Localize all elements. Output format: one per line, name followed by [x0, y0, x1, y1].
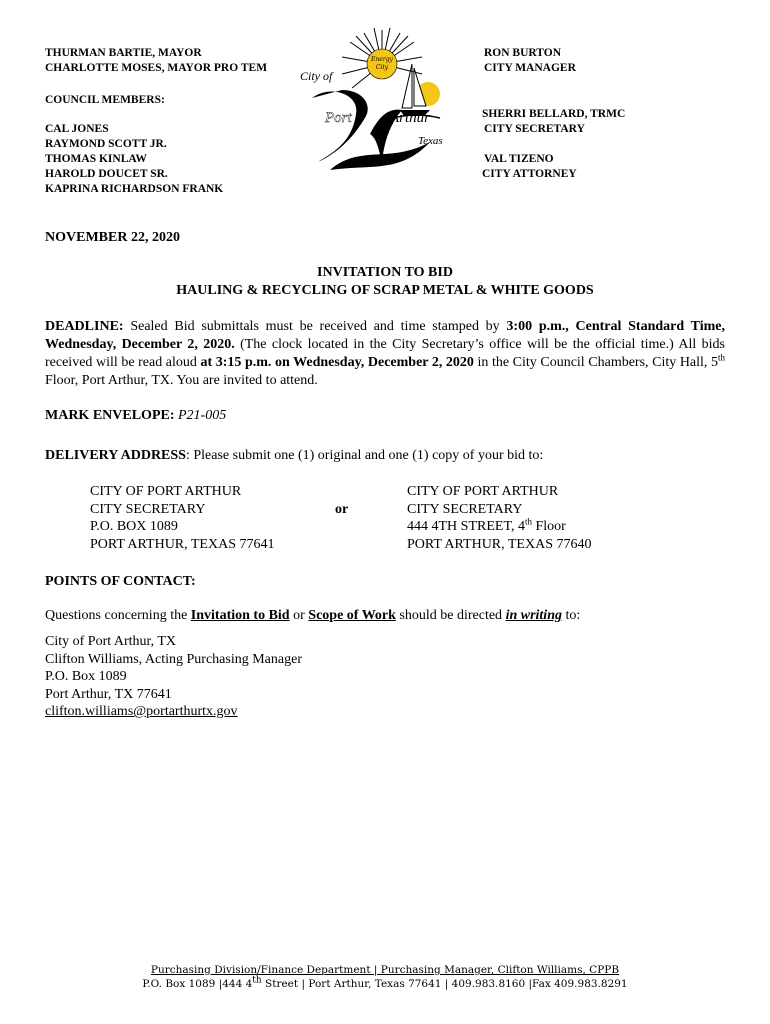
contact-text: to: — [561, 608, 581, 623]
deadline-label: DEADLINE: — [45, 319, 124, 334]
official-name: SHERRI BELLARD, TRMC — [482, 108, 626, 120]
city-attorney-block — [482, 152, 577, 182]
footer-text: P.O. Box 1089 |444 4 — [142, 978, 253, 990]
bid-opening-time: at 3:15 p.m. on Wednesday, December 2, 2020 — [200, 355, 474, 370]
contact-instructions — [45, 607, 580, 625]
footer-text: Street | Port Arthur, Texas 77641 | 409.983.8160 |Fax 409.983.8291 — [261, 978, 628, 990]
deadline-text: Sealed Bid submittals must be received and time stamped by — [123, 319, 507, 334]
council-member: RAYMOND SCOTT JR. — [45, 138, 167, 150]
address-line: CITY SECRETARY — [90, 501, 206, 517]
council-label: COUNCIL MEMBERS: — [45, 94, 165, 106]
header-left-officials — [45, 46, 267, 76]
contact-text: or — [289, 608, 309, 623]
official-title: CITY MANAGER — [484, 62, 576, 74]
city-secretary-block — [482, 107, 625, 137]
contact-line: Port Arthur, TX 77641 — [45, 686, 172, 702]
address-line — [407, 518, 592, 536]
in-writing-term: in writing — [505, 608, 562, 623]
address-line: CITY SECRETARY — [407, 501, 523, 517]
logo-port: Port — [325, 110, 352, 126]
superscript: th — [252, 975, 262, 986]
council-members-list — [45, 122, 223, 197]
address-line-text: Floor — [531, 519, 566, 534]
logo-sun-text: City — [375, 64, 389, 71]
contact-email-link[interactable]: clifton.williams@portarthurtx.gov — [45, 704, 238, 719]
address-line: P.O. BOX 1089 — [90, 519, 178, 534]
contact-label: POINTS OF CONTACT: — [45, 574, 196, 589]
city-manager-block — [484, 46, 576, 76]
mayor-pro-tem-name: CHARLOTTE MOSES, MAYOR PRO TEM — [45, 62, 268, 74]
delivery-label: DELIVERY ADDRESS — [45, 448, 186, 463]
address-line-text: 444 4TH STREET, 4 — [407, 519, 525, 534]
contact-line: Clifton Williams, Acting Purchasing Manager — [45, 651, 302, 667]
city-logo — [290, 24, 470, 194]
contact-line: City of Port Arthur, TX — [45, 634, 177, 649]
superscript: th — [718, 352, 726, 363]
document-subtitle: HAULING & RECYCLING OF SCRAP METAL & WHITE GOODS — [176, 283, 594, 298]
address-line: PORT ARTHUR, TEXAS 77640 — [407, 536, 592, 552]
contact-line: P.O. Box 1089 — [45, 669, 127, 684]
logo-sun-text: Energy — [371, 56, 393, 63]
scope-of-work-term: Scope of Work — [308, 608, 396, 623]
logo-texas: Texas — [418, 135, 443, 147]
footer-text: Purchasing Division/Finance Department | Purchasing Manager, Clifton Williams, CPPB — [150, 964, 620, 976]
address-line: CITY OF PORT ARTHUR — [90, 484, 242, 499]
official-name: VAL TIZENO — [484, 153, 554, 165]
contact-address — [45, 633, 302, 721]
address-street — [407, 483, 592, 553]
bid-number: P21-005 — [178, 408, 227, 423]
official-title: CITY ATTORNEY — [482, 168, 577, 180]
deadline-time: 3:00 p.m., Central Standard Time, Wednesday, December 2, 2020. — [45, 319, 725, 352]
contact-text: Questions concerning the — [45, 608, 191, 623]
document-date: NOVEMBER 22, 2020 — [45, 230, 180, 245]
footer-department — [0, 963, 770, 977]
mark-envelope-label: MARK ENVELOPE: — [45, 408, 175, 423]
footer-contact — [0, 977, 770, 991]
address-line: PORT ARTHUR, TEXAS 77641 — [90, 536, 275, 552]
address-line: CITY OF PORT ARTHUR — [407, 484, 559, 499]
or-separator: or — [335, 502, 349, 517]
contact-text: should be directed — [395, 608, 506, 623]
council-member: THOMAS KINLAW — [45, 153, 147, 165]
superscript: th — [524, 516, 532, 527]
delivery-text: : Please submit one (1) original and one (1) copy of your bid to: — [185, 448, 544, 463]
official-title: CITY SECRETARY — [484, 123, 585, 135]
official-name: RON BURTON — [484, 47, 562, 59]
council-member: KAPRINA RICHARDSON FRANK — [45, 183, 224, 195]
invitation-to-bid-term: Invitation to Bid — [190, 608, 290, 623]
deadline-paragraph — [45, 318, 725, 390]
deadline-text: (The clock located in the City Secretary’s office will be the official time.) All bids received will be read aloud — [45, 337, 725, 370]
deadline-text: Floor, Port Arthur, TX. You are invited to attend. — [45, 373, 318, 388]
delivery-line — [45, 447, 543, 465]
mayor-name: THURMAN BARTIE, MAYOR — [45, 47, 202, 59]
document-title: INVITATION TO BID — [317, 265, 453, 280]
mark-envelope-line — [45, 407, 226, 425]
council-member: HAROLD DOUCET SR. — [45, 168, 168, 180]
logo-arthur: Arthur — [390, 110, 431, 126]
council-member: CAL JONES — [45, 123, 109, 135]
deadline-text: in the City Council Chambers, City Hall, 5 — [473, 355, 718, 370]
logo-city-of: City of — [300, 69, 333, 83]
address-po-box — [90, 483, 275, 553]
